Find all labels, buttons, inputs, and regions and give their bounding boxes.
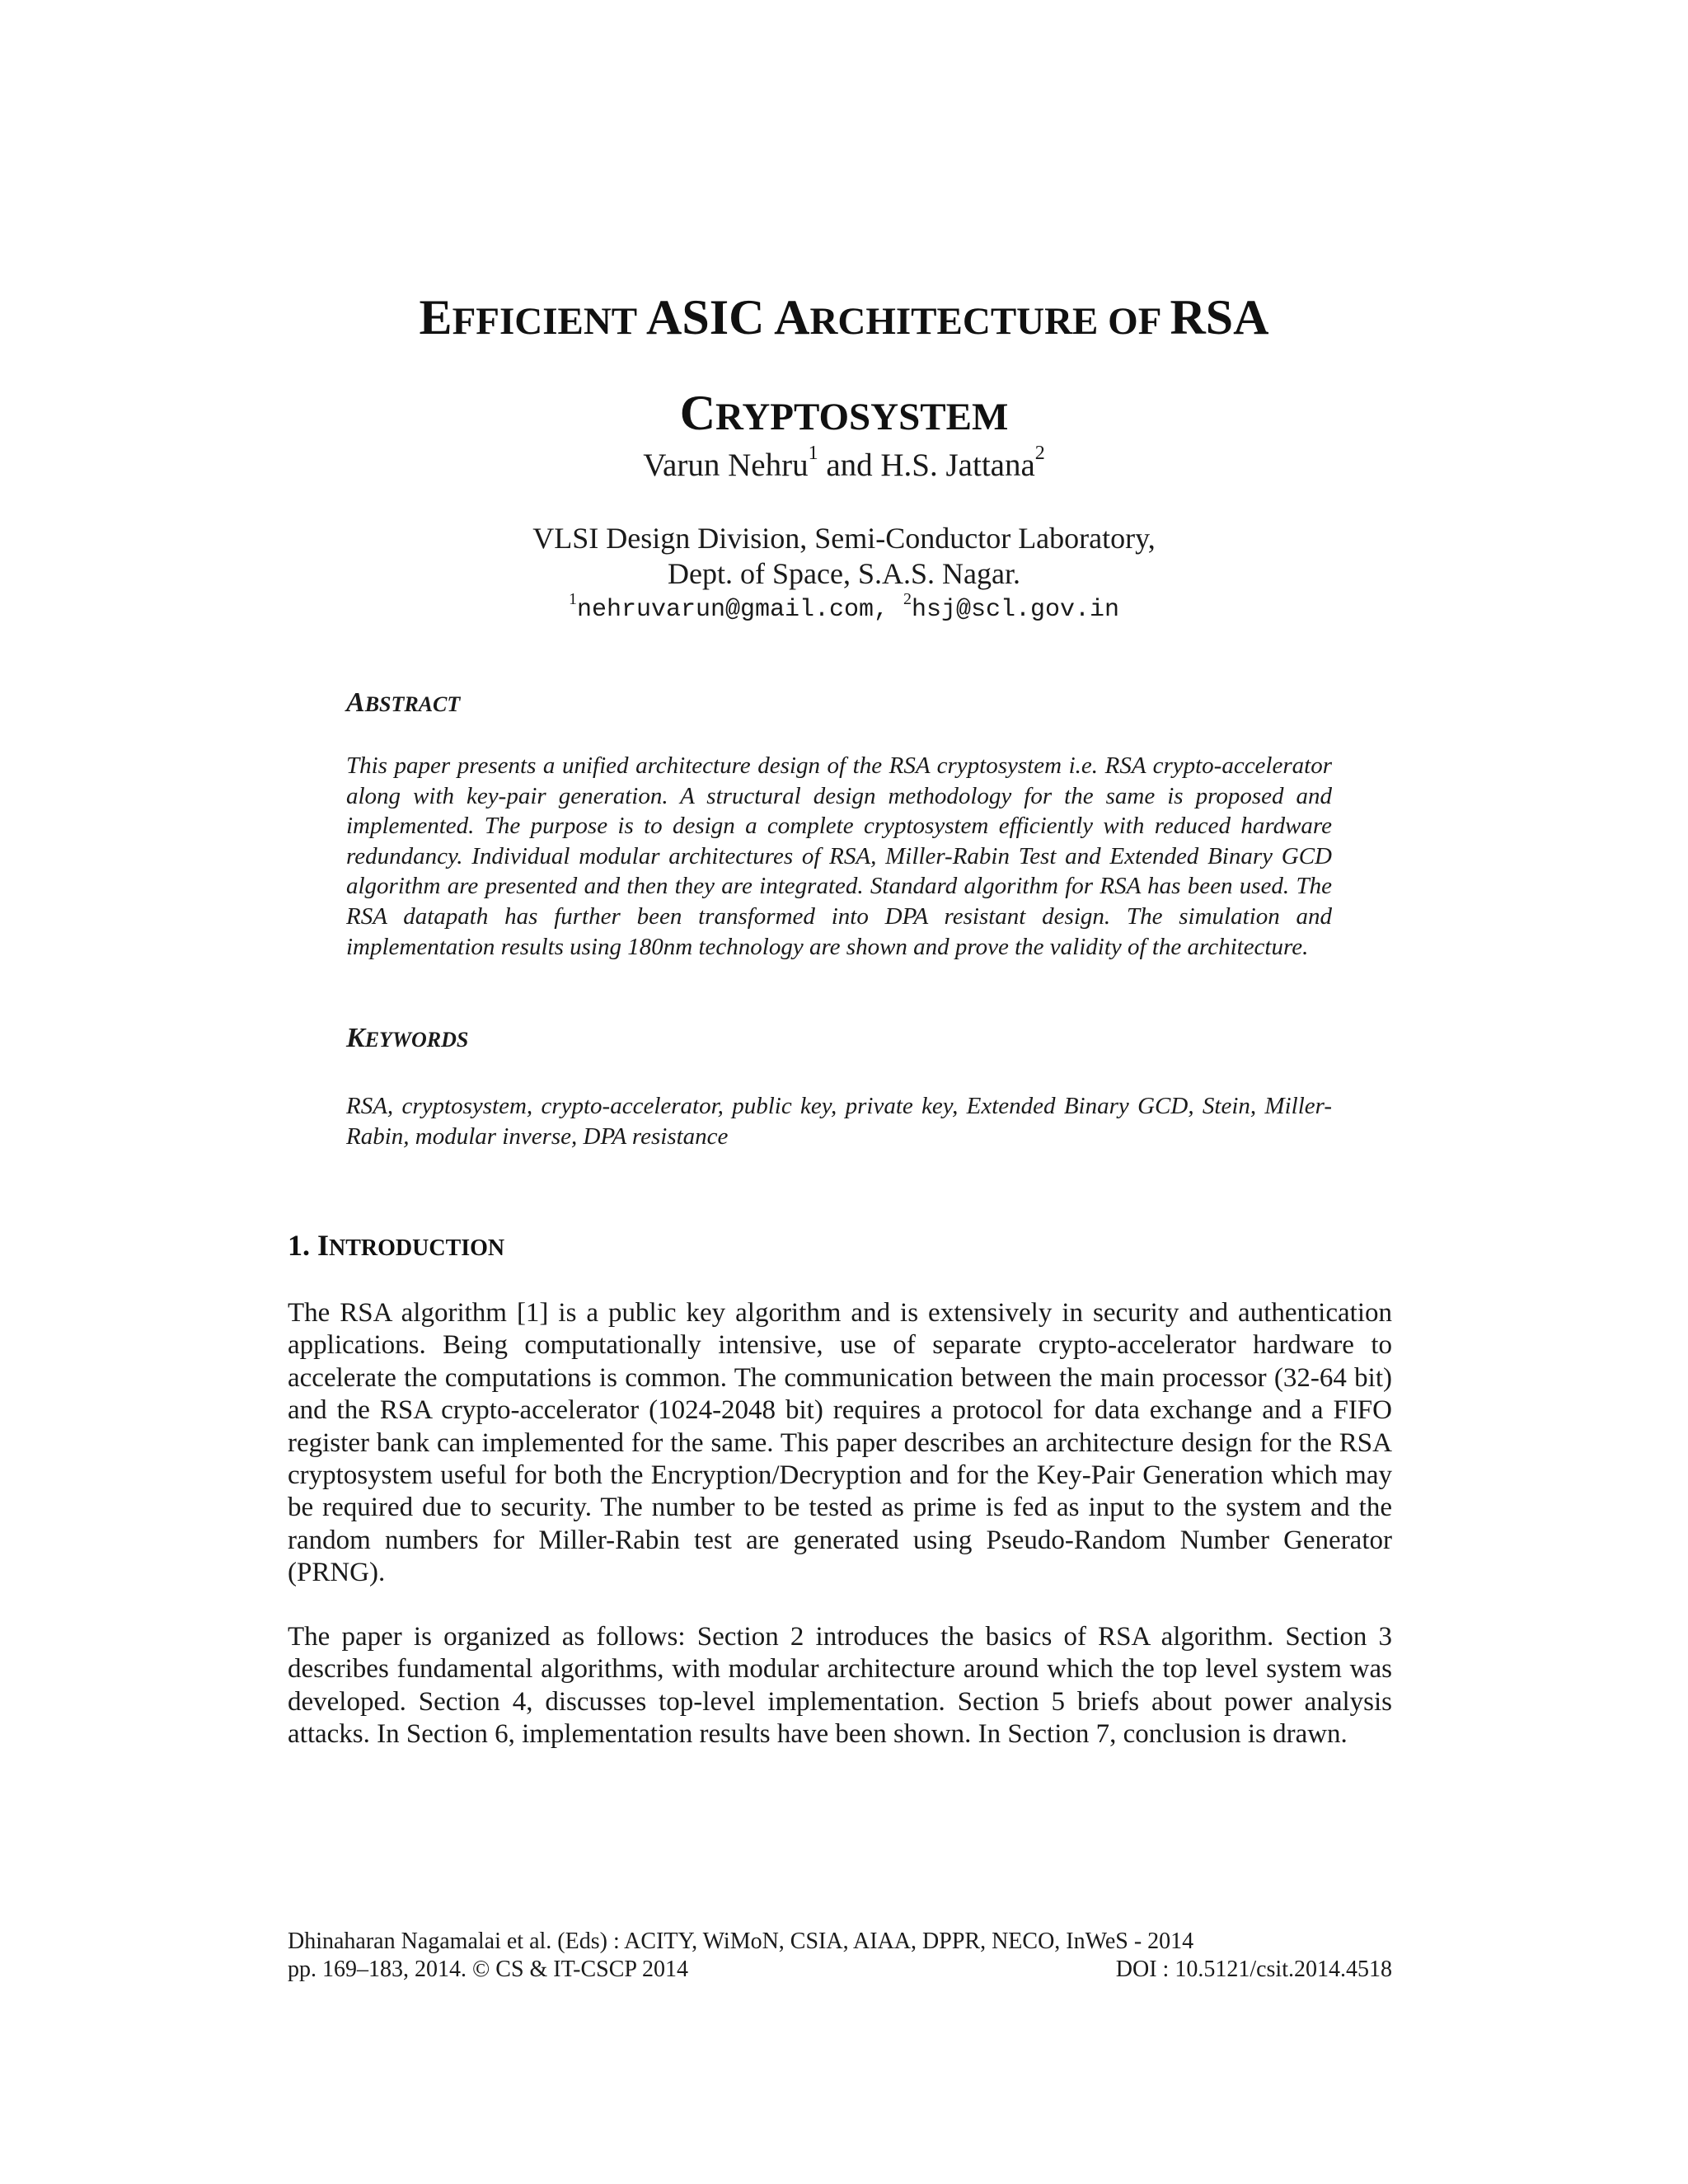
title-segment: RYPTOSYSTEM <box>715 396 1009 438</box>
abstract-heading <box>346 687 460 719</box>
heading-initial: 1. I <box>288 1229 330 1262</box>
author-affiliation-mark: 1 <box>808 443 818 464</box>
heading-rest: BSTRACT <box>364 692 461 716</box>
footer-doi[interactable]: DOI : 10.5121/csit.2014.4518 <box>1115 1957 1392 1982</box>
email-link[interactable]: hsj@scl.gov.in <box>912 596 1120 624</box>
title-segment: FFICIENT <box>452 300 647 343</box>
title-segment: ASIC A <box>646 290 810 344</box>
affiliation-line: VLSI Design Division, Semi-Conductor Laboratory, <box>532 522 1156 555</box>
keywords-heading <box>346 1023 468 1054</box>
heading-rest: EYWORDS <box>364 1028 469 1052</box>
footer-pages: pp. 169–183, 2014. © CS & IT-CSCP 2014 <box>288 1957 688 1982</box>
title-line-1 <box>0 276 1688 372</box>
email-mark: 1 <box>568 590 577 608</box>
author-emails <box>0 590 1688 626</box>
section-heading-introduction <box>288 1228 504 1263</box>
email-link[interactable]: nehruvarun@gmail.com, <box>576 596 889 624</box>
heading-initial: K <box>346 1023 365 1053</box>
footer-proceedings: Dhinaharan Nagamalai et al. (Eds) : ACITY, WiMoN, CSIA, AIAA, DPPR, NECO, InWeS - 2014 <box>288 1929 1194 1954</box>
intro-paragraph-1: The RSA algorithm [1] is a public key algorithm and is extensively in security and authentication applications. Being computationally intensive, use of separate crypto-accelerator hardware to accelerate the computations is common. The communication between the main processor (32-64 bit) and the RSA crypto-accelerator (1024-2048 bit) requires a protocol for data exchange and a FIFO register bank can implemented for the same. This paper describes an architecture design for the RSA cryptosystem useful for both the Encryption/Decryption and for the Key-Pair Generation which may be required due to security. The number to be tested as prime is fed as input to the system and the random numbers for Miller-Rabin test are generated using Pseudo-Random Number Generator (PRNG). <box>288 1298 1392 1588</box>
affiliation <box>0 521 1688 592</box>
affiliation-line: Dept. of Space, S.A.S. Nagar. <box>668 557 1020 590</box>
author-name: H.S. Jattana <box>880 448 1035 483</box>
heading-rest: NTRODUCTION <box>329 1235 505 1261</box>
paper-title <box>0 276 1688 467</box>
abstract-text: This paper presents a unified architecture design of the RSA cryptosystem i.e. RSA crypto-accelerator along with key-pair generation. A structural design methodology for the same is proposed and implemented. The purpose is to design a complete cryptosystem efficiently with reduced hardware redundancy. Individual modular architectures of RSA, Miller-Rabin Test and Extended Binary GCD algorithm are presented and then they are integrated. Standard algorithm for RSA has been used. The RSA datapath has further been transformed into DPA resistant design. The simulation and implementation results using 180nm technology are shown and prove the validity of the architecture. <box>346 752 1332 960</box>
title-segment: E <box>419 290 452 344</box>
heading-initial: A <box>346 687 365 718</box>
email-mark: 2 <box>903 590 912 608</box>
author-name: Varun Nehru <box>643 448 809 483</box>
title-segment: RSA <box>1170 290 1269 344</box>
page-footer <box>288 1928 1392 1984</box>
author-joiner: and <box>818 448 881 483</box>
author-affiliation-mark: 2 <box>1034 443 1045 464</box>
author-line <box>0 441 1688 490</box>
title-segment: C <box>679 386 716 440</box>
intro-paragraph-2: The paper is organized as follows: Section 2 introduces the basics of RSA algorithm. Section 3 describes fundamental algorithms, with modular architecture around which the top level system was developed. Section 4, discusses top-level implementation. Section 5 briefs about power analysis attacks. In Section 6, implementation results have been shown. In Section 7, conclusion is drawn. <box>288 1622 1392 1750</box>
title-segment: RCHITECTURE OF <box>809 300 1170 343</box>
keywords-text: RSA, cryptosystem, crypto-accelerator, public key, private key, Extended Binary GCD, Stein, Miller-Rabin, modular inverse, DPA resistance <box>346 1093 1332 1150</box>
